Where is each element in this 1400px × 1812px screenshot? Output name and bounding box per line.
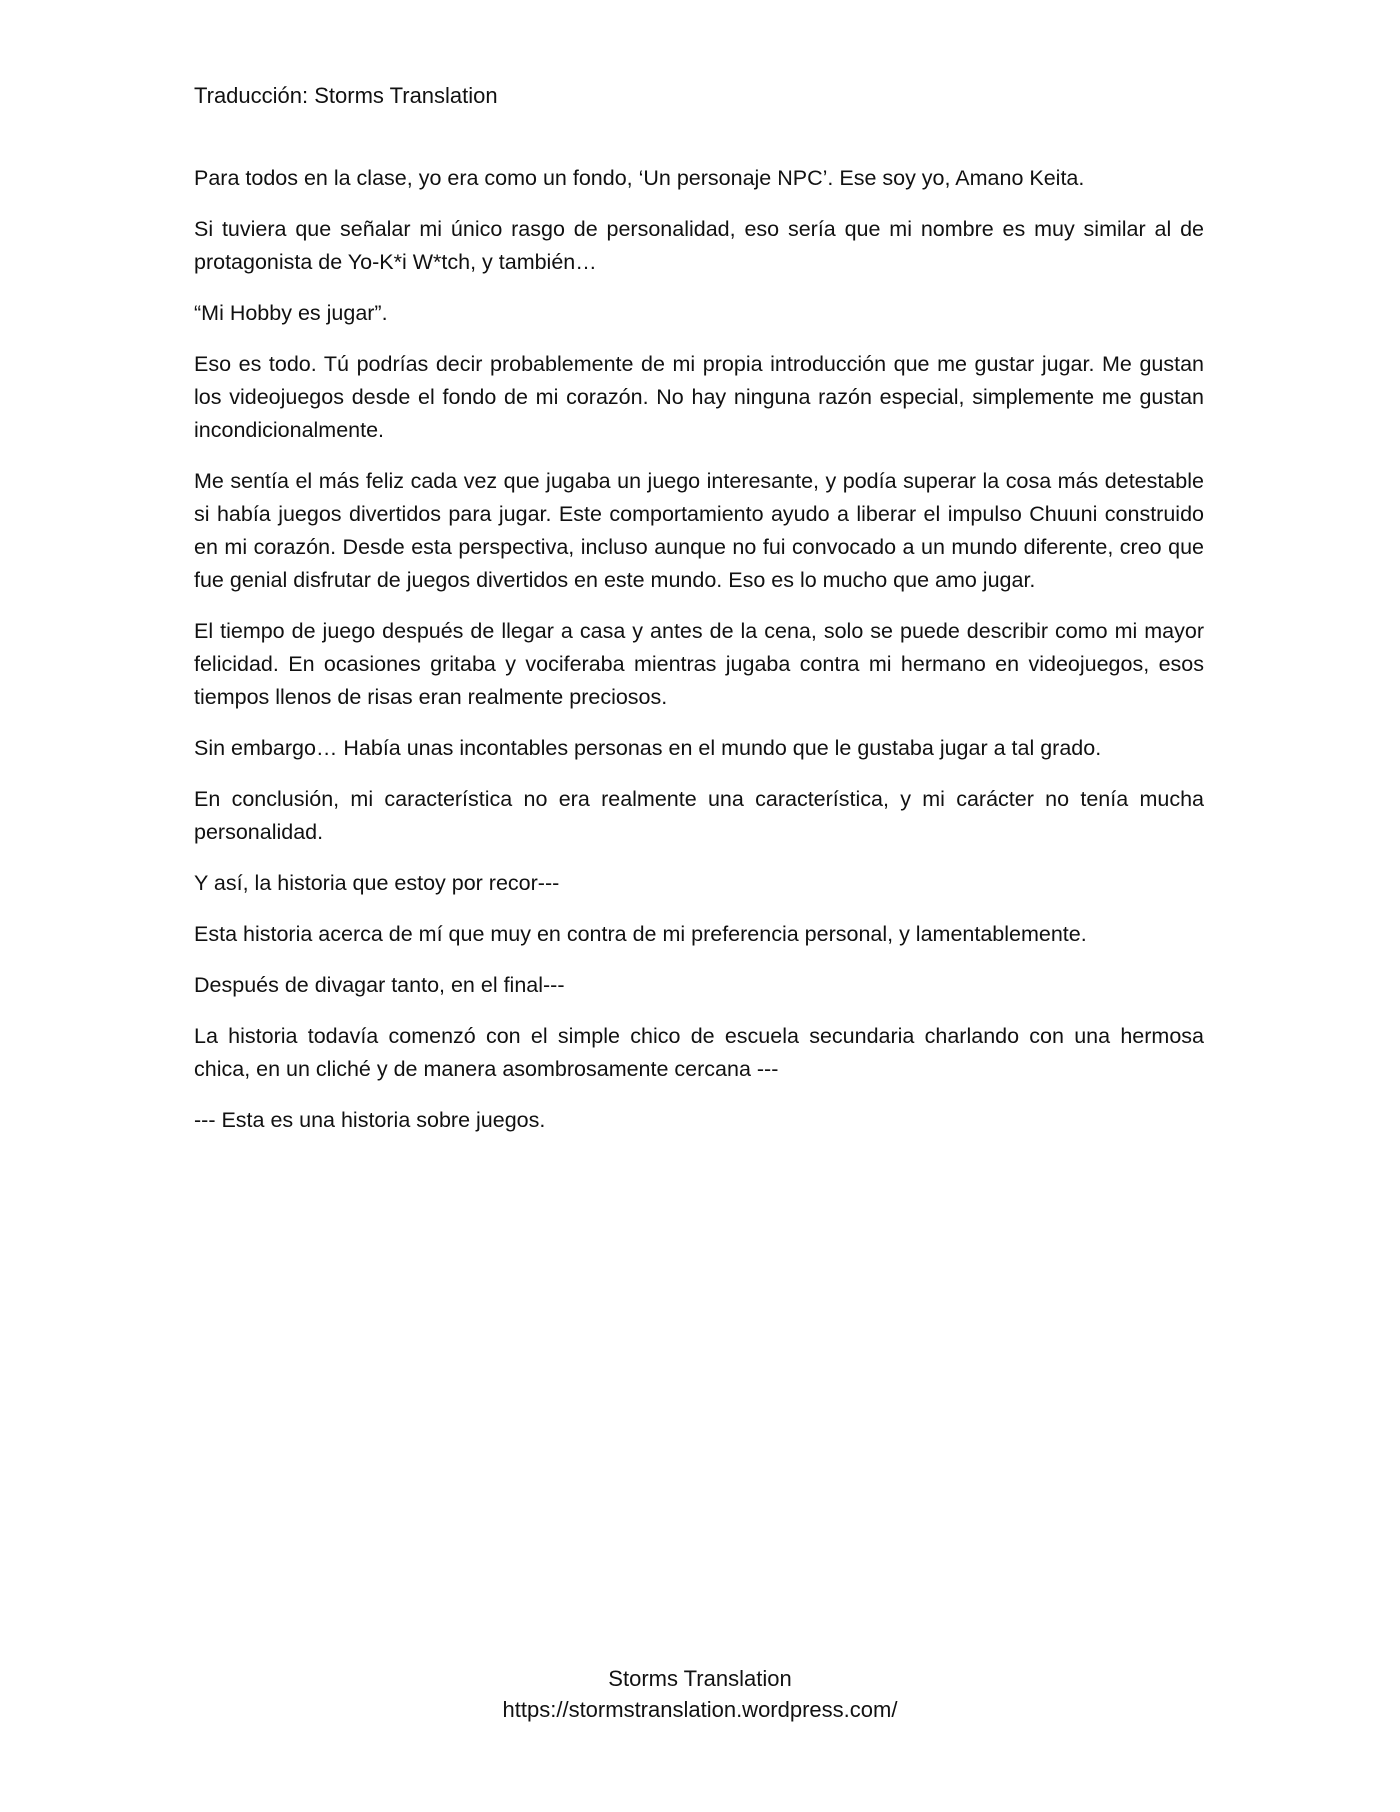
footer-site-url: https://stormstranslation.wordpress.com/: [502, 1697, 898, 1722]
paragraph: Me sentía el más feliz cada vez que jugaba un juego interesante, y podía superar la cosa más detestable si había juegos divertidos para jugar. Este comportamiento ayudo a liberar el impulso Chuuni construido en mi corazón. Desde esta perspectiva, incluso aunque no fui convocado a un mundo diferente, creo que fue genial disfrutar de juegos divertidos en este mundo. Eso es lo mucho que amo jugar.: [194, 469, 1204, 592]
paragraph: --- Esta es una historia sobre juegos.: [194, 1108, 546, 1132]
paragraph: Si tuviera que señalar mi único rasgo de personalidad, eso sería que mi nombre es muy similar al de protagonista de Yo-K*i W*tch, y también…: [194, 217, 1204, 274]
translation-credit: Traducción: Storms Translation: [194, 83, 498, 108]
story-body: [194, 162, 1204, 1155]
paragraph: Para todos en la clase, yo era como un fondo, ‘Un personaje NPC’. Ese soy yo, Amano Keita.: [194, 166, 1085, 190]
paragraph: La historia todavía comenzó con el simple chico de escuela secundaria charlando con una hermosa chica, en un cliché y de manera asombrosamente cercana ---: [194, 1024, 1204, 1081]
paragraph: El tiempo de juego después de llegar a casa y antes de la cena, solo se puede describir como mi mayor felicidad. En ocasiones gritaba y vociferaba mientras jugaba contra mi hermano en videojuegos, esos tiempos llenos de risas eran realmente preciosos.: [194, 619, 1204, 709]
paragraph: Eso es todo. Tú podrías decir probablemente de mi propia introducción que me gustar jugar. Me gustan los videojuegos desde el fondo de mi corazón. No hay ninguna razón especial, simplemente me gustan incondicionalmente.: [194, 352, 1204, 442]
paragraph: Sin embargo… Había unas incontables personas en el mundo que le gustaba jugar a tal grado.: [194, 736, 1102, 760]
paragraph: Después de divagar tanto, en el final---: [194, 973, 565, 997]
footer-site-name: Storms Translation: [608, 1666, 792, 1691]
page-footer: [0, 1663, 1400, 1725]
paragraph: En conclusión, mi característica no era realmente una característica, y mi carácter no tenía mucha personalidad.: [194, 787, 1204, 844]
paragraph: Esta historia acerca de mí que muy en contra de mi preferencia personal, y lamentablemente.: [194, 922, 1087, 946]
paragraph: Y así, la historia que estoy por recor---: [194, 871, 560, 895]
paragraph: “Mi Hobby es jugar”.: [194, 301, 388, 325]
